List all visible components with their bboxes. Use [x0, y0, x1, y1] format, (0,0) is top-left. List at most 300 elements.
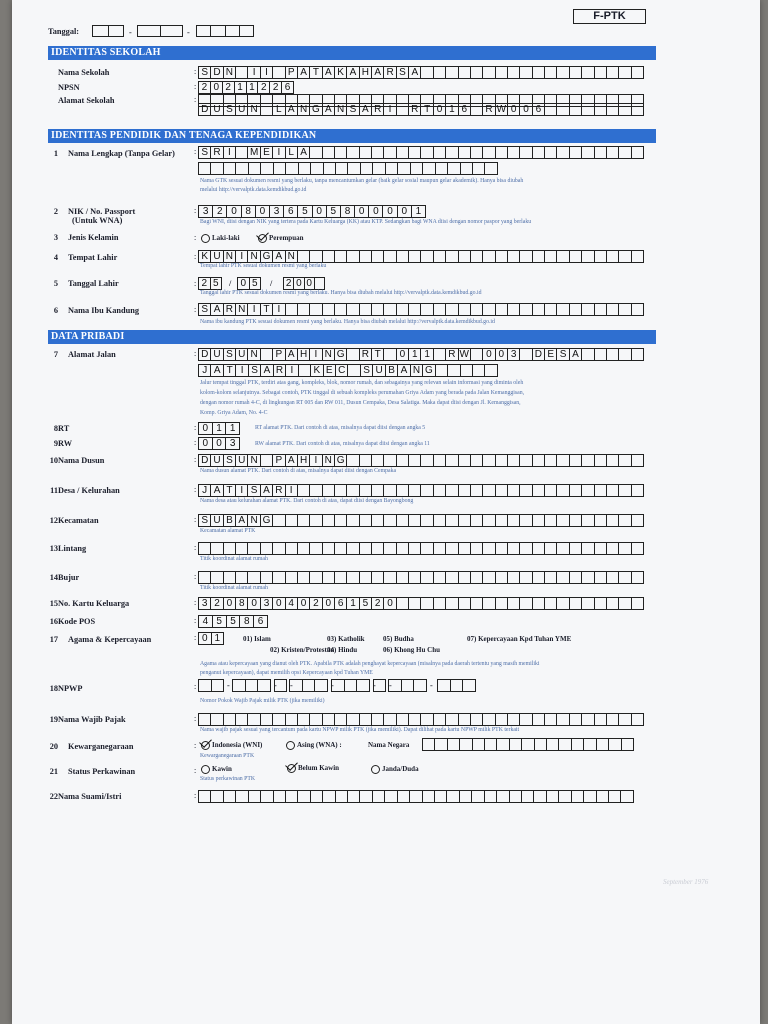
char-box [595, 598, 607, 609]
char-box [483, 304, 495, 315]
char-box [496, 251, 508, 262]
char-box: 3 [199, 206, 213, 217]
colon: : [194, 349, 197, 358]
char-box [310, 572, 322, 583]
char-box [434, 147, 446, 158]
input-nama-ibu[interactable] [198, 303, 644, 316]
input-rt[interactable] [198, 422, 240, 435]
char-box [607, 543, 619, 554]
date-separator: / [270, 279, 273, 288]
char-box [345, 680, 358, 691]
char-box: N [248, 349, 260, 360]
label-lintang: Lintang [58, 544, 87, 553]
char-box [274, 791, 286, 802]
char-box [582, 543, 594, 554]
radio-kawin[interactable] [201, 765, 232, 774]
char-box [397, 598, 409, 609]
char-box [459, 714, 471, 725]
radio-circle-checked[interactable] [287, 764, 296, 773]
char-box [595, 147, 607, 158]
char-box [570, 598, 582, 609]
char-box [397, 304, 409, 315]
char-box [619, 598, 631, 609]
input-npwp-group[interactable] [274, 679, 287, 692]
char-box: 8 [240, 616, 254, 627]
char-box [473, 739, 485, 750]
char-box: 0 [199, 438, 213, 449]
char-box: 6 [533, 104, 545, 115]
char-box: I [310, 349, 322, 360]
radio-janda-duda[interactable] [371, 765, 419, 774]
input-kk[interactable] [198, 597, 644, 610]
radio-belum-kawin[interactable] [287, 764, 339, 773]
char-box [595, 251, 607, 262]
char-box [595, 714, 607, 725]
char-box [557, 485, 569, 496]
char-box [199, 791, 211, 802]
input-pasangan[interactable] [198, 790, 634, 803]
char-box [310, 147, 322, 158]
char-box [557, 455, 569, 466]
char-box: 0 [273, 598, 285, 609]
input-desa[interactable] [198, 484, 644, 497]
char-box [311, 791, 323, 802]
char-box [446, 598, 458, 609]
char-box [384, 251, 396, 262]
char-box: 0 [211, 82, 223, 93]
colon: : [194, 572, 197, 581]
option-label: Janda/Duda [382, 765, 419, 774]
input-bujur[interactable] [198, 571, 644, 584]
char-box: R [483, 104, 495, 115]
char-box [224, 791, 236, 802]
char-box [298, 572, 310, 583]
char-box [434, 349, 446, 360]
input-wp[interactable] [198, 713, 644, 726]
char-box [384, 543, 396, 554]
char-box [384, 485, 396, 496]
char-box: 6 [459, 104, 471, 115]
radio-wni[interactable] [201, 741, 262, 750]
char-box: I [236, 251, 248, 262]
char-box [298, 543, 310, 554]
char-box: A [372, 67, 384, 78]
char-box: T [310, 67, 322, 78]
char-box: S [224, 455, 236, 466]
char-box [360, 455, 372, 466]
char-box [483, 455, 495, 466]
char-box [619, 349, 631, 360]
input-nik[interactable] [198, 205, 426, 218]
char-box: B [224, 515, 236, 526]
char-box [310, 251, 322, 262]
char-box: S [557, 349, 569, 360]
date-day-boxes[interactable] [92, 25, 124, 37]
char-box [311, 163, 323, 174]
input-alamat-jalan[interactable] [198, 348, 644, 361]
char-box [520, 714, 532, 725]
char-box [632, 104, 643, 115]
input-npwp-group[interactable] [373, 679, 386, 692]
char-box [520, 598, 532, 609]
char-box: A [211, 365, 223, 376]
char-box [211, 543, 223, 554]
char-box [347, 251, 359, 262]
input-nama-lengkap[interactable] [198, 146, 644, 159]
colon: : [194, 598, 197, 607]
label-rw: RW [58, 439, 72, 448]
char-box [421, 714, 433, 725]
char-box [421, 455, 433, 466]
input-pos[interactable] [198, 615, 268, 628]
char-box: N [248, 455, 260, 466]
char-box: G [310, 104, 322, 115]
radio-circle-checked[interactable] [201, 741, 210, 750]
char-box [335, 147, 347, 158]
char-box [508, 304, 520, 315]
date-year-boxes[interactable] [196, 25, 254, 37]
char-box [397, 104, 409, 115]
char-box: N [248, 515, 260, 526]
input-npwp-group[interactable] [289, 679, 328, 692]
char-box [559, 739, 571, 750]
colon: : [194, 455, 197, 464]
label-nik: NIK / No. Passport [68, 207, 136, 216]
input-npsn[interactable] [198, 81, 294, 94]
char-box: A [211, 485, 223, 496]
char-box [199, 572, 211, 583]
input-npwp-group[interactable] [388, 679, 427, 692]
char-box: I [224, 147, 236, 158]
char-box [451, 680, 464, 691]
char-box: A [323, 67, 335, 78]
char-box: W [496, 103, 507, 115]
char-box [398, 163, 410, 174]
char-box [496, 572, 508, 583]
char-box [619, 304, 631, 315]
char-box [619, 147, 631, 158]
char-box: 1 [421, 349, 433, 360]
char-box [421, 543, 433, 554]
input-rw[interactable] [198, 437, 240, 450]
input-nama-lengkap-2[interactable] [198, 162, 498, 175]
char-box: A [360, 104, 372, 115]
char-box [584, 791, 596, 802]
char-box [446, 67, 458, 78]
field-no: 17 [49, 635, 58, 644]
char-box [459, 455, 471, 466]
input-nama-negara[interactable] [422, 738, 634, 751]
colon: : [194, 147, 197, 156]
char-box: 0 [520, 104, 532, 115]
field-no: 21 [49, 767, 58, 776]
colon: : [194, 233, 197, 242]
char-box [570, 251, 582, 262]
radio-circle[interactable] [286, 741, 295, 750]
char-box: K [199, 251, 211, 262]
char-box [522, 739, 534, 750]
input-npwp-group[interactable] [331, 679, 370, 692]
agama-option: 04) Hindu [327, 646, 358, 654]
char-box [384, 304, 396, 315]
char-box [384, 147, 396, 158]
char-box: H [360, 67, 372, 78]
radio-circle[interactable] [201, 234, 210, 243]
char-box [471, 304, 483, 315]
char-box: A [409, 67, 421, 78]
label-tempat-lahir: Tempat Lahir [68, 253, 118, 262]
char-box [310, 543, 322, 554]
char-box [533, 67, 545, 78]
field-no: 6 [53, 306, 58, 315]
char-box [485, 365, 496, 376]
input-alamat-jalan-2[interactable] [198, 364, 498, 377]
char-box [496, 455, 508, 466]
char-box [384, 515, 396, 526]
char-box [436, 163, 448, 174]
char-box [471, 147, 483, 158]
char-box [372, 304, 384, 315]
char-box [298, 791, 310, 802]
radio-circle[interactable] [371, 765, 380, 774]
note-wp: Nama wajib pajak sesuai yang tercantum pada kartu NPWP milik PTK (jika memiliki). Dapat dilihat pada kartu NPWP milik PTK terkait [200, 727, 520, 733]
char-box [557, 714, 569, 725]
char-box [520, 349, 532, 360]
colon: : [194, 252, 197, 261]
char-box [323, 714, 335, 725]
char-box [421, 147, 433, 158]
char-box [632, 485, 643, 496]
char-box: 0 [213, 438, 227, 449]
char-box [372, 515, 384, 526]
input-npwp-group[interactable] [232, 679, 271, 692]
char-box [199, 714, 211, 725]
colon: : [194, 279, 197, 288]
char-box: I [248, 67, 260, 78]
char-box [508, 67, 520, 78]
char-box: M [248, 147, 260, 158]
field-no: 16 [49, 617, 58, 626]
colon: : [194, 714, 197, 723]
char-box [595, 304, 607, 315]
char-box [389, 680, 402, 691]
field-no: 14 [49, 573, 58, 582]
char-box [299, 365, 311, 376]
input-agama[interactable] [198, 632, 224, 645]
char-box: A [261, 365, 273, 376]
input-npwp-group[interactable] [198, 679, 224, 692]
char-box: 2 [310, 598, 322, 609]
radio-wna[interactable] [286, 741, 342, 750]
radio-circle[interactable] [201, 765, 210, 774]
char-box [496, 304, 508, 315]
char-box [315, 278, 324, 289]
char-box [595, 104, 607, 115]
char-box [446, 714, 458, 725]
char-box: 3 [270, 206, 284, 217]
agama-option: 06) Khong Hu Chu [383, 646, 440, 654]
char-box [199, 163, 211, 174]
char-box: I [286, 365, 298, 376]
input-kecamatan[interactable] [198, 514, 644, 527]
char-box: 0 [199, 633, 212, 644]
date-separator: / [229, 279, 232, 288]
char-box [547, 791, 559, 802]
char-box [533, 515, 545, 526]
char-box [421, 485, 433, 496]
char-box [496, 67, 508, 78]
char-box [545, 455, 557, 466]
char-box [619, 67, 631, 78]
char-box [485, 163, 496, 174]
char-box [572, 739, 584, 750]
char-box [471, 485, 483, 496]
char-box: A [273, 251, 285, 262]
char-box: 0 [483, 349, 495, 360]
note-alamat: Komp. Griya Adam, No. 4-C [200, 410, 268, 416]
char-box [508, 714, 520, 725]
char-box: 2 [223, 82, 235, 93]
char-box: 1 [229, 422, 236, 434]
char-box [607, 147, 619, 158]
char-box [335, 714, 347, 725]
char-box [360, 572, 372, 583]
char-box [632, 67, 643, 78]
char-box: I [286, 485, 298, 496]
char-box [582, 304, 594, 315]
char-box: 1 [347, 598, 359, 609]
char-box [496, 714, 508, 725]
char-box [224, 572, 236, 583]
char-box [421, 515, 433, 526]
char-box [607, 598, 619, 609]
char-box [483, 598, 495, 609]
char-box [414, 680, 426, 691]
char-box [373, 791, 385, 802]
char-box [545, 104, 557, 115]
section-data-pribadi: DATA PRIBADI [48, 330, 656, 344]
note-kewarganegaraan: Kewarganegaraan PTK [200, 753, 255, 759]
agama-option: 03) Katholik [327, 635, 365, 643]
char-box [508, 455, 520, 466]
char-box: K [335, 67, 347, 78]
char-box: J [199, 365, 211, 376]
char-box [434, 304, 446, 315]
char-box [211, 163, 223, 174]
input-nama-sekolah[interactable] [198, 66, 644, 79]
agama-option: 02) Kristen/Protestan [270, 646, 335, 654]
char-box: G [261, 515, 273, 526]
char-box: N [248, 104, 260, 115]
char-box: D [533, 349, 545, 360]
char-box: I [261, 67, 273, 78]
char-box: S [199, 67, 211, 78]
input-alamat-sekolah-2[interactable] [198, 103, 644, 116]
radio-perempuan[interactable] [258, 234, 303, 243]
char-box [595, 349, 607, 360]
char-box [274, 163, 286, 174]
note-alamat: dengan nomor rumah 4-C, di lingkungan RT 005 dan RW 011, Dusun Cempaka, Desa Salatiga. Maka dapat diisi dengan Jl. Kemanggisan, [200, 400, 521, 406]
char-box [545, 714, 557, 725]
char-box [461, 163, 473, 174]
char-box [397, 572, 409, 583]
char-box [459, 147, 471, 158]
char-box: G [335, 349, 347, 360]
note-status-perkawinan: Status perkawinan PTK [200, 776, 256, 782]
char-box [459, 304, 471, 315]
radio-laki-laki[interactable] [201, 234, 240, 243]
char-box [421, 598, 433, 609]
colon: : [194, 305, 197, 314]
char-box [373, 163, 385, 174]
char-box [434, 714, 446, 725]
char-box [409, 251, 421, 262]
char-box: A [570, 349, 582, 360]
char-box [582, 598, 594, 609]
char-box [582, 251, 594, 262]
char-box [607, 304, 619, 315]
char-box: 2 [199, 82, 211, 93]
field-no: 22 [49, 792, 58, 801]
char-box: N [335, 104, 347, 115]
label-pasangan: Nama Suami/Istri [58, 792, 122, 801]
char-box [607, 485, 619, 496]
field-no: 7 [53, 350, 58, 359]
char-box [286, 515, 298, 526]
char-box: I [384, 104, 396, 115]
colon: : [194, 633, 197, 642]
char-box [632, 572, 643, 583]
char-box [385, 791, 397, 802]
char-box [483, 714, 495, 725]
char-box [335, 515, 347, 526]
char-box: S [397, 67, 409, 78]
note-rt: RT alamat PTK. Dari contoh di atas, misalnya dapat diisi dengan angka 5 [255, 425, 426, 431]
char-box [261, 714, 273, 725]
input-dusun[interactable] [198, 454, 644, 467]
note-nama-ibu: Nama ibu kandung PTK sesuai dokumen resmi yang berlaku. Hanya bisa diubah melalui http://vervalptk.data.kemdikbud.go.id [200, 319, 495, 325]
char-box: 1 [409, 349, 421, 360]
char-box [348, 791, 360, 802]
char-box [384, 714, 396, 725]
char-box [496, 515, 508, 526]
char-box: 8 [242, 206, 256, 217]
date-month-boxes[interactable] [137, 25, 183, 37]
date-label: Tanggal: [48, 27, 80, 36]
field-no: 12 [49, 516, 58, 525]
label-tanggal-lahir: Tanggal Lahir [68, 279, 119, 288]
char-box [545, 515, 557, 526]
char-box [310, 485, 322, 496]
char-box: S [199, 147, 211, 158]
char-box [384, 349, 396, 360]
char-box [533, 543, 545, 554]
char-box: 1 [213, 423, 227, 434]
char-box [463, 680, 475, 691]
note-tempat-lahir: Tempat lahir PTK sesuai dokumen resmi yang berlaku [200, 263, 327, 269]
char-box [372, 572, 384, 583]
char-box: T [372, 349, 384, 360]
input-npwp-group[interactable] [437, 679, 476, 692]
input-lintang[interactable] [198, 542, 644, 555]
char-box [607, 349, 619, 360]
radio-circle-checked[interactable] [258, 234, 267, 243]
label-kecamatan: Kecamatan [58, 516, 99, 525]
char-box: 0 [323, 598, 335, 609]
char-box [584, 739, 596, 750]
char-box [348, 365, 360, 376]
char-box [533, 304, 545, 315]
